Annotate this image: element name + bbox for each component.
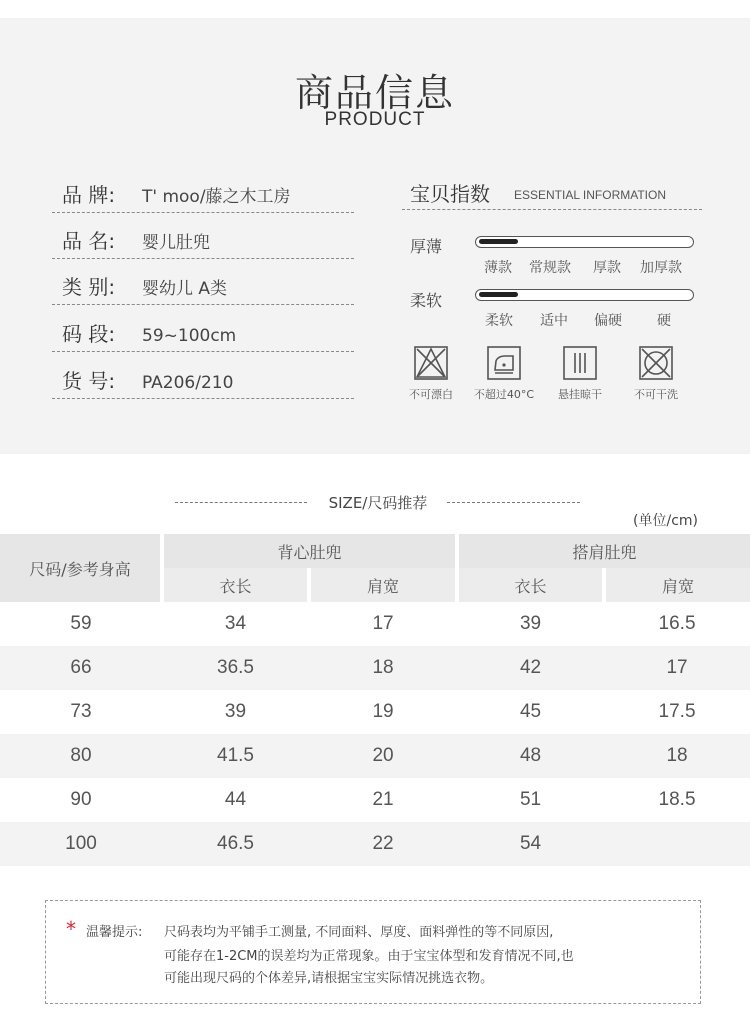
column-header: 肩宽 bbox=[604, 568, 750, 602]
group-header-vest: 背心肚兜 bbox=[162, 534, 457, 568]
no-bleach-icon bbox=[414, 346, 448, 380]
table-cell: 54 bbox=[457, 822, 604, 866]
group-header-shoulder: 搭肩肚兜 bbox=[457, 534, 750, 568]
table-cell: 46.5 bbox=[162, 822, 309, 866]
table-cell: 19 bbox=[372, 701, 394, 722]
table-row bbox=[0, 690, 750, 734]
thickness-bar bbox=[475, 236, 694, 248]
table-cell: 59 bbox=[70, 613, 92, 634]
softness-label: 柔软 bbox=[410, 291, 443, 310]
table-cell: 39 bbox=[224, 701, 247, 722]
info-value: 59~100cm bbox=[142, 326, 237, 346]
care-label: 不可漂白 bbox=[409, 388, 453, 401]
care-item bbox=[621, 346, 691, 402]
thickness-option: 薄款 bbox=[484, 260, 512, 276]
index-title: 宝贝指数 bbox=[410, 182, 490, 206]
info-value: 婴幼儿 A类 bbox=[142, 279, 228, 299]
info-row-size-range bbox=[52, 307, 354, 352]
table-cell: 66 bbox=[0, 646, 162, 690]
info-row-category bbox=[52, 260, 354, 305]
softness-option: 偏硬 bbox=[594, 313, 622, 329]
table-row bbox=[0, 734, 750, 778]
table-cell: 45 bbox=[519, 701, 542, 722]
page-title: 商品信息 bbox=[294, 71, 455, 115]
table-row bbox=[0, 646, 750, 690]
table-cell: 16.5 bbox=[658, 613, 696, 634]
table-row bbox=[0, 602, 750, 646]
table-cell: 34 bbox=[224, 613, 247, 634]
iron-icon bbox=[487, 346, 521, 380]
table-cell: 100 bbox=[0, 822, 162, 866]
table-cell: 51 bbox=[519, 789, 542, 810]
info-label: 品 牌: bbox=[62, 183, 116, 207]
table-cell: 36.5 bbox=[162, 646, 309, 690]
table-cell: 48 bbox=[457, 734, 604, 778]
table-cell: 22 bbox=[309, 822, 457, 866]
softness-option: 适中 bbox=[540, 313, 568, 329]
info-label: 码 段: bbox=[62, 322, 116, 346]
column-header: 衣长 bbox=[457, 568, 604, 602]
table-header-row bbox=[0, 534, 750, 568]
table-cell: 21 bbox=[372, 789, 394, 810]
table-cell: 44 bbox=[224, 789, 247, 810]
care-label: 悬挂晾干 bbox=[558, 388, 602, 401]
size-chart-header bbox=[175, 492, 580, 514]
column-header: 衣长 bbox=[162, 568, 309, 602]
info-label: 类 别: bbox=[62, 275, 116, 299]
info-label: 品 名: bbox=[62, 229, 116, 253]
info-row-brand bbox=[52, 168, 354, 213]
table-cell: 18 bbox=[309, 646, 457, 690]
table-cell: 17 bbox=[372, 613, 394, 634]
note-label: 温馨提示: bbox=[86, 925, 143, 940]
softness-bar bbox=[475, 289, 694, 301]
table-cell bbox=[604, 822, 750, 866]
thickness-option: 加厚款 bbox=[640, 260, 682, 276]
table-cell: 90 bbox=[70, 789, 92, 810]
info-row-name bbox=[52, 214, 354, 259]
table-cell: 17 bbox=[604, 646, 750, 690]
note-line: 可能存在1-2CM的误差均为正常现象。由于宝宝体型和发育情况不同,也 bbox=[164, 949, 574, 964]
note-line: 尺码表均为平铺手工测量, 不同面料、厚度、面料弹性的等不同原因, bbox=[164, 925, 554, 940]
asterisk-icon: * bbox=[66, 917, 76, 941]
care-label: 不可干洗 bbox=[634, 388, 678, 401]
care-label: 不超过40°C bbox=[473, 388, 535, 401]
info-value: PA206/210 bbox=[142, 373, 234, 393]
unit-label: (单位/cm) bbox=[633, 513, 698, 529]
softness-option: 硬 bbox=[657, 313, 671, 329]
divider bbox=[447, 502, 580, 503]
table-row bbox=[0, 778, 750, 822]
table-cell: 17.5 bbox=[658, 701, 696, 722]
size-chart-title: SIZE/尺码推荐 bbox=[328, 494, 428, 512]
table-cell: 18.5 bbox=[658, 789, 696, 810]
table-row bbox=[0, 822, 750, 866]
hang-dry-icon bbox=[563, 346, 597, 380]
care-item bbox=[396, 346, 466, 402]
softness-bar-fill bbox=[479, 292, 518, 297]
info-value: T' moo/藤之木工房 bbox=[142, 187, 291, 207]
row-header-cell: 尺码/参考身高 bbox=[0, 534, 162, 602]
thickness-option: 厚款 bbox=[593, 260, 621, 276]
table-cell: 80 bbox=[0, 734, 162, 778]
info-label: 货 号: bbox=[62, 369, 116, 393]
page-subtitle: PRODUCT bbox=[324, 109, 426, 130]
thickness-label: 厚薄 bbox=[410, 237, 443, 256]
table-cell: 39 bbox=[519, 613, 542, 634]
info-row-item-number bbox=[52, 354, 354, 399]
table-cell: 42 bbox=[457, 646, 604, 690]
table-cell: 20 bbox=[309, 734, 457, 778]
care-item bbox=[469, 346, 539, 402]
divider bbox=[175, 502, 307, 503]
table-cell: 41.5 bbox=[162, 734, 309, 778]
index-subtitle: ESSENTIAL INFORMATION bbox=[514, 188, 667, 202]
size-note-box bbox=[45, 900, 701, 1004]
softness-option: 柔软 bbox=[485, 313, 513, 329]
thickness-option: 常规款 bbox=[529, 260, 571, 276]
column-header: 肩宽 bbox=[309, 568, 457, 602]
info-value: 婴儿肚兜 bbox=[142, 233, 210, 253]
table-cell: 73 bbox=[70, 701, 92, 722]
table-cell: 18 bbox=[604, 734, 750, 778]
no-dry-clean-icon bbox=[639, 346, 673, 380]
thickness-bar-fill bbox=[479, 239, 518, 244]
note-line: 可能出现尺码的个体差异,请根据宝宝实际情况挑选衣物。 bbox=[164, 971, 494, 986]
care-item bbox=[545, 346, 615, 402]
size-table bbox=[0, 534, 750, 866]
index-header bbox=[402, 176, 702, 210]
